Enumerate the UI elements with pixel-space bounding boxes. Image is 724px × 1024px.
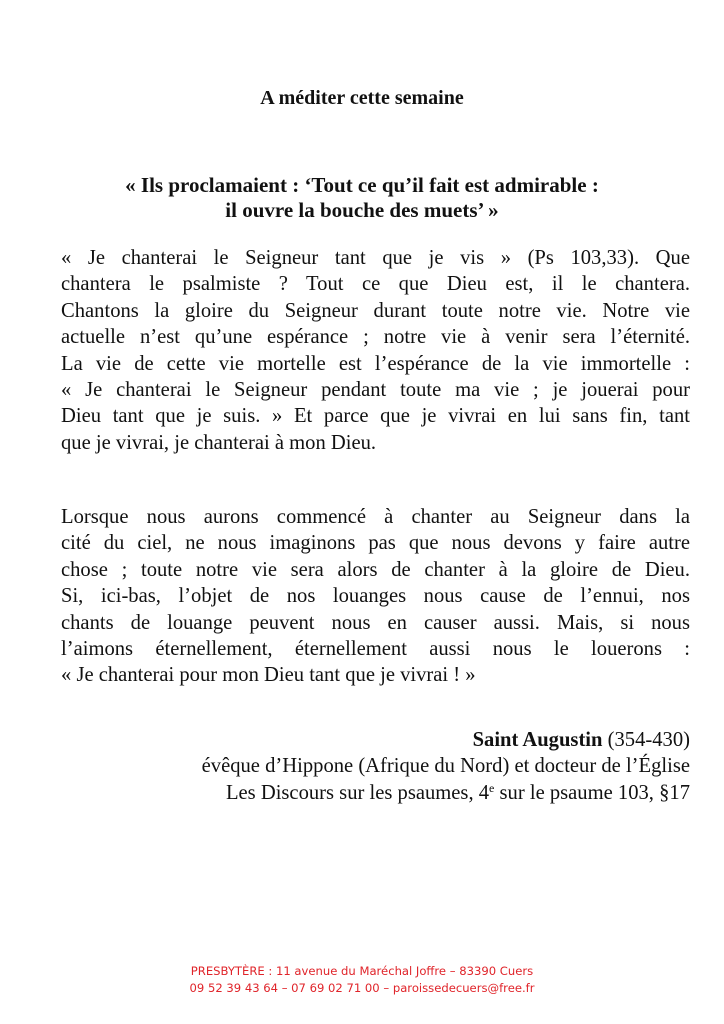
attribution <box>50 727 690 806</box>
paragraph-2 <box>61 504 690 689</box>
page-subtitle <box>60 173 664 223</box>
paragraph-line: Si, ici-bas, l’objet de nos louanges nous cause de l’ennui, nos <box>61 585 690 608</box>
paragraph-line: chants de louange peuvent nous en causer aussi. Mais, si nous <box>61 611 690 634</box>
footer-contact: 09 52 39 43 64 – 07 69 02 71 00 – paroissedecuers@free.fr <box>189 981 535 995</box>
paragraph-line: « Je chanterai pour mon Dieu tant que je vivrai ! » <box>61 664 476 687</box>
paragraph-line: « Je chanterai le Seigneur pendant toute ma vie ; je jouerai pour <box>61 379 690 402</box>
source-citation <box>50 780 690 806</box>
paragraph-line: actuelle n’est qu’une espérance ; notre vie à venir sera l’éternité. <box>61 326 690 349</box>
footer <box>0 963 724 997</box>
subtitle-line: il ouvre la bouche des muets’ » <box>225 198 499 222</box>
paragraph-line: l’aimons éternellement, éternellement aussi nous le louerons : <box>61 638 690 661</box>
attribution-author-line <box>50 727 690 753</box>
subtitle-line: « Ils proclamaient : ‘Tout ce qu’il fait est admirable : <box>125 173 599 197</box>
paragraph-line: que je vivrai, je chanterai à mon Dieu. <box>61 431 377 454</box>
paragraph-1 <box>61 245 690 456</box>
paragraph-line: Chantons la gloire du Seigneur durant toute notre vie. Notre vie <box>61 299 690 322</box>
author-dates: (354-430) <box>607 729 690 751</box>
author-name: Saint Augustin <box>472 729 603 751</box>
author-role: évêque d’Hippone (Afrique du Nord) et docteur de l’Église <box>201 755 690 778</box>
source-superscript: e <box>489 780 495 795</box>
footer-address: PRESBYTÈRE : 11 avenue du Maréchal Joffre – 83390 Cuers <box>190 964 534 978</box>
source-suffix: sur le psaume 103, §17 <box>494 781 690 804</box>
paragraph-line: Dieu tant que je suis. » Et parce que je vivrai en lui sans fin, tant <box>61 405 690 428</box>
paragraph-line: « Je chanterai le Seigneur tant que je vis » (Ps 103,33). Que <box>61 247 690 269</box>
paragraph-line: cité du ciel, ne nous imaginons pas que nous devons y faire autre <box>61 532 690 555</box>
paragraph-line: chantera le psalmiste ? Tout ce que Dieu est, il le chantera. <box>61 273 690 296</box>
page-heading: A méditer cette semaine <box>260 87 464 109</box>
paragraph-line: chose ; toute notre vie sera alors de chanter à la gloire de Dieu. <box>61 558 690 581</box>
paragraph-line: Lorsque nous aurons commencé à chanter au Seigneur dans la <box>61 506 690 528</box>
paragraph-line: La vie de cette vie mortelle est l’espérance de la vie immortelle : <box>61 352 690 375</box>
source-prefix: Les Discours sur les psaumes, 4 <box>225 781 490 804</box>
